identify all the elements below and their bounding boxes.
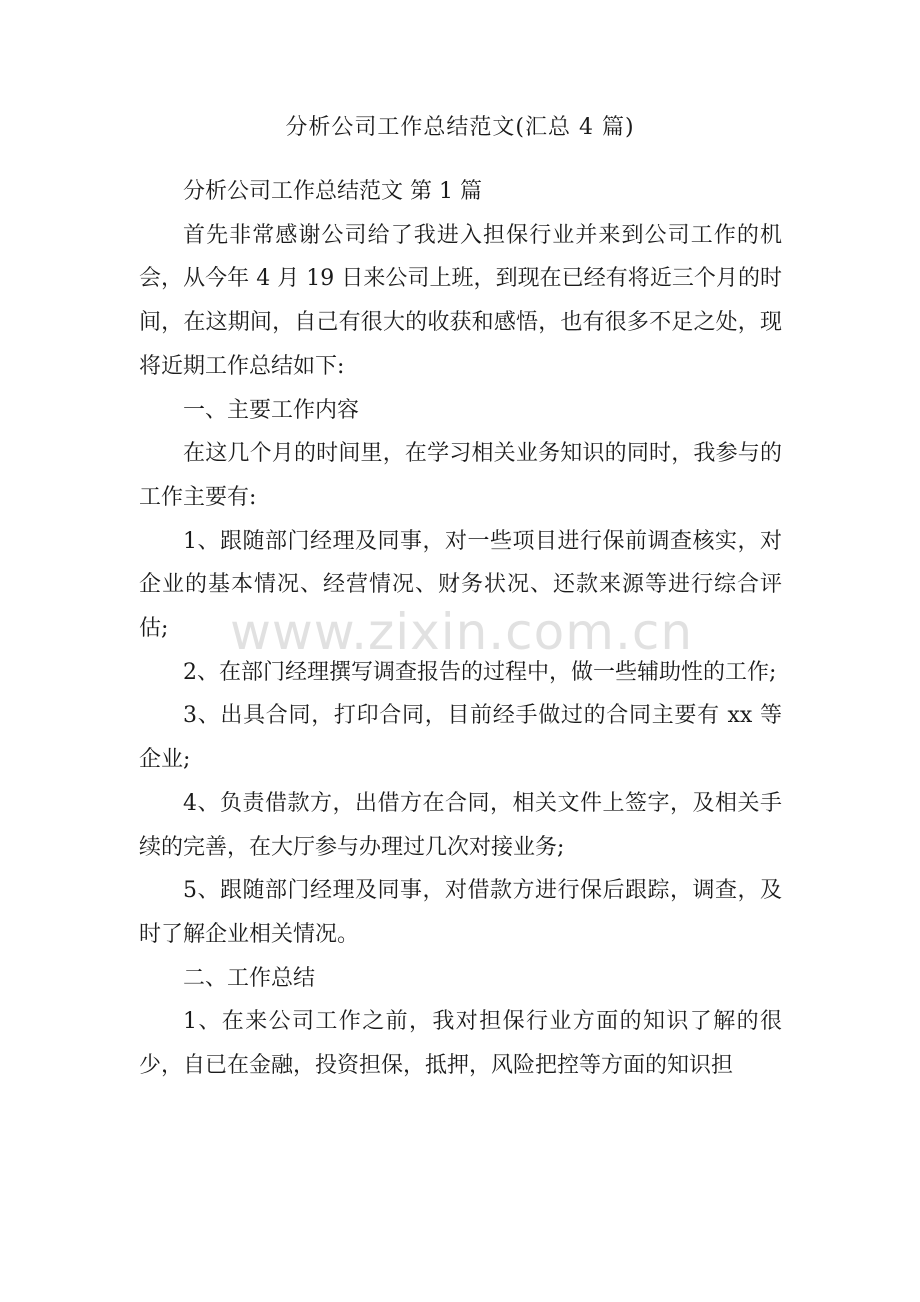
list-item: 5、跟随部门经理及同事，对借款方进行保后跟踪，调查，及时了解企业相关情况。 — [139, 878, 782, 947]
section-heading: 分析公司工作总结范文 第 1 篇 — [183, 179, 482, 204]
list-item: 3、出具合同，打印合同，目前经手做过的合同主要有 xx 等企业; — [139, 703, 782, 773]
watermark: www.zixin.com.cn — [230, 603, 694, 661]
section-heading: 一、主要工作内容 — [183, 397, 360, 423]
document-body — [139, 170, 782, 1088]
document-title: 分析公司工作总结范文(汇总 4 篇) — [285, 115, 635, 140]
list-item: 4、负责借款方，出借方在合同，相关文件上签字，及相关手续的完善，在大厅参与办理过几次对接业务; — [139, 790, 782, 860]
section-heading: 二、工作总结 — [183, 965, 316, 991]
list-item: 1、跟随部门经理及同事，对一些项目进行保前调查核实，对企业的基本情况、经营情况、财务状况、还款来源等进行综合评估; — [139, 528, 782, 642]
list-item: 1、在来公司工作之前，我对担保行业方面的知识了解的很少，自已在金融，投资担保，抵押，风险把控等方面的知识担 — [139, 1009, 782, 1079]
list-item: 2、在部门经理撰写调查报告的过程中，做一些辅助性的工作; — [183, 659, 777, 685]
paragraph: 在这几个月的时间里，在学习相关业务知识的同时，我参与的工作主要有: — [139, 441, 782, 510]
paragraph: 首先非常感谢公司给了我进入担保行业并来到公司工作的机会，从今年 4 月 19 日来公司上班，到现在已经有将近三个月的时间，在这期间，自己有很大的收获和感悟，也有很多不足之处，现将近期工作总结如下: — [139, 222, 782, 379]
